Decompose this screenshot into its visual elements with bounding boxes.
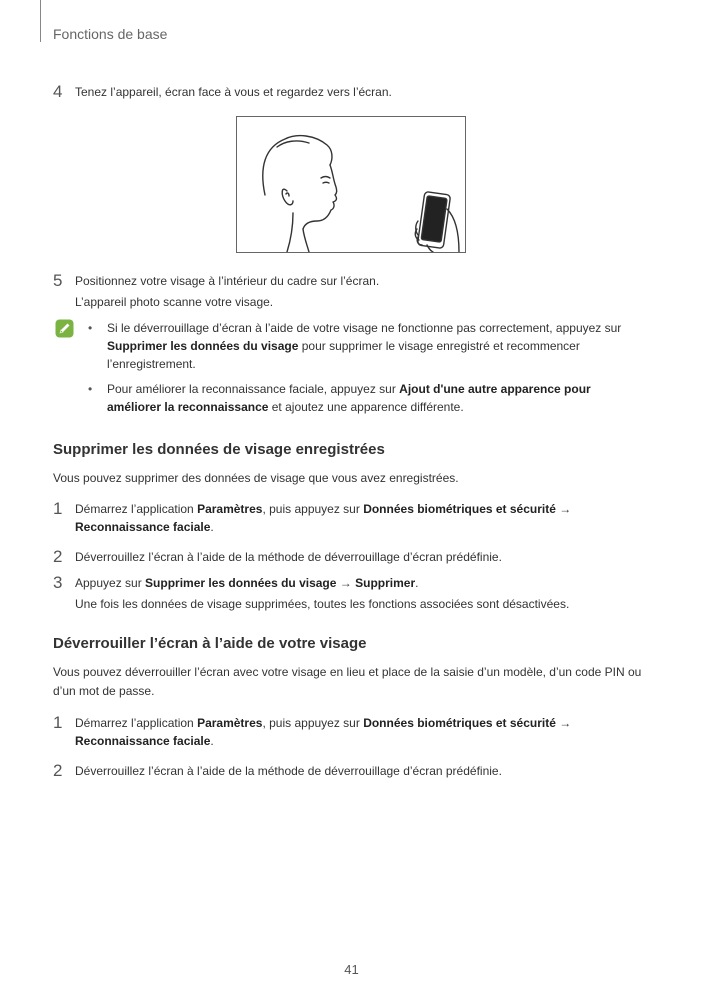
step-number: 1 bbox=[53, 499, 63, 518]
step-number: 2 bbox=[53, 761, 63, 780]
step-text-secondary: Une fois les données de visage supprimées, toutes les fonctions associées sont désactivées. bbox=[75, 597, 570, 611]
bullet-marker: • bbox=[88, 321, 93, 335]
section-intro: Vous pouvez supprimer des données de visage que vous avez enregistrées. bbox=[53, 471, 459, 485]
bullet-marker: • bbox=[88, 382, 93, 396]
step-number: 5 bbox=[53, 271, 63, 290]
step-number: 2 bbox=[53, 547, 63, 566]
step-text: Appuyez sur Supprimer les données du visage → Supprimer. bbox=[75, 576, 419, 590]
section-intro: Vous pouvez déverrouiller l’écran avec votre visage en lieu et place de la saisie d’un modèle, d’un code PIN ou d’un mot de passe. bbox=[53, 665, 642, 698]
note-bullet-text: Si le déverrouillage d’écran à l’aide de votre visage ne fonctionne pas correctement, appuyez sur Supprimer les données du visage pour supprimer le visage enregistré et recommencer l’enregistrement. bbox=[107, 321, 622, 371]
step-text: Tenez l’appareil, écran face à vous et regardez vers l’écran. bbox=[75, 85, 392, 99]
note-pencil-icon bbox=[55, 319, 74, 338]
step-number: 3 bbox=[53, 573, 63, 592]
step-text: Positionnez votre visage à l’intérieur du cadre sur l’écran. bbox=[75, 274, 380, 288]
step-number: 1 bbox=[53, 713, 63, 732]
step-text: Démarrez l’application Paramètres, puis appuyez sur Données biométriques et sécurité → Reconnaissance faciale. bbox=[75, 716, 572, 748]
face-phone-drawing-icon bbox=[237, 117, 465, 252]
step-text: Déverrouillez l’écran à l’aide de la méthode de déverrouillage d’écran prédéfinie. bbox=[75, 550, 502, 564]
page-header-title: Fonctions de base bbox=[53, 26, 168, 42]
step-number: 4 bbox=[53, 82, 63, 101]
section-title: Déverrouiller l’écran à l’aide de votre visage bbox=[53, 635, 367, 652]
step-text-secondary: L’appareil photo scanne votre visage. bbox=[75, 295, 274, 309]
step-text: Déverrouillez l’écran à l’aide de la méthode de déverrouillage d’écran prédéfinie. bbox=[75, 764, 502, 778]
step-text: Démarrez l’application Paramètres, puis appuyez sur Données biométriques et sécurité → Reconnaissance faciale. bbox=[75, 502, 572, 534]
face-scan-illustration bbox=[236, 116, 466, 253]
header-divider bbox=[40, 0, 41, 42]
page-number: 41 bbox=[344, 962, 359, 977]
note-bullet-text: Pour améliorer la reconnaissance faciale, appuyez sur Ajout d'une autre apparence pour améliorer la reconnaissance et ajoutez une apparence différente. bbox=[107, 382, 591, 414]
section-title: Supprimer les données de visage enregistrées bbox=[53, 441, 385, 458]
